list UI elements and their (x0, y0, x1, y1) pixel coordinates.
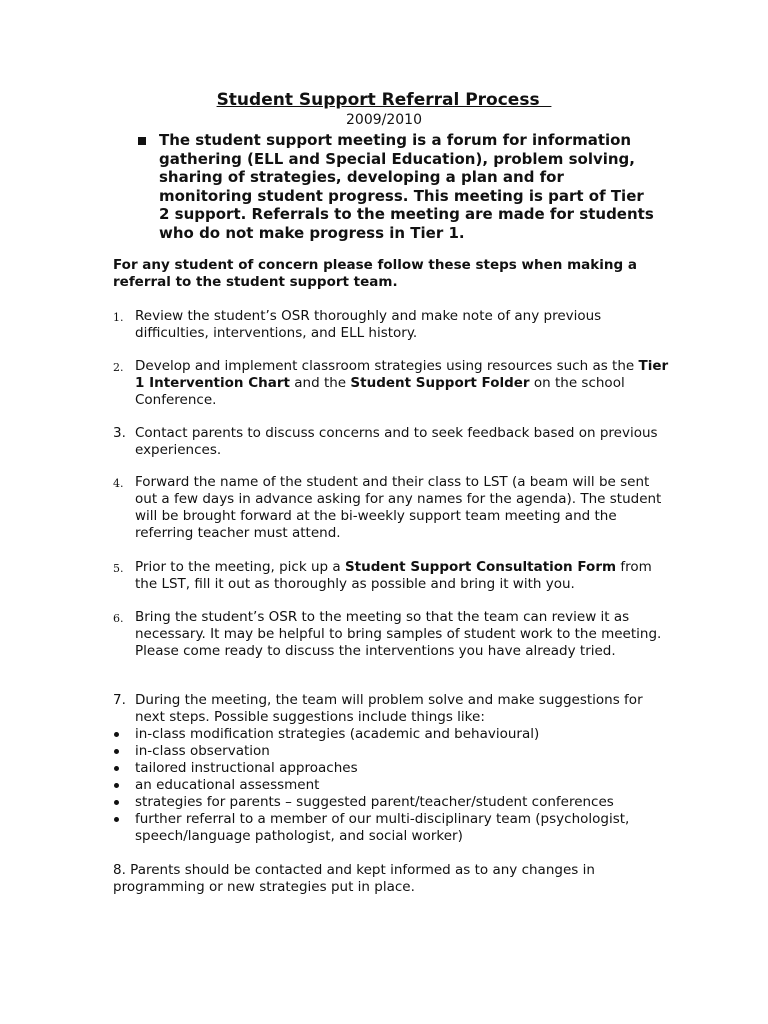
student-support-folder-ref: Student Support Folder (350, 375, 530, 391)
step-text-part: and the (289, 375, 351, 391)
suggestion-text: in-class observation (135, 743, 270, 759)
suggestion-text: further referral to a member of our multi-disciplinary team (psychologist, speech/language pathologist, and social worker) (135, 811, 630, 844)
bullet-dot-icon (114, 783, 119, 788)
tier-1-intervention-chart-ref: Tier 1 Intervention Chart (135, 358, 669, 391)
step-7 (113, 692, 673, 726)
step-text: Forward the name of the student and their class to LST (a beam will be sent out a few days in advance asking for any names for the agenda). The student will be brought forward at the bi-weekly support team meeting and the referring teacher must attend. (135, 474, 662, 541)
step-number: 7. (113, 692, 126, 708)
step-text-part: Develop and implement classroom strategies using resources such as the (135, 358, 639, 374)
title-text: Student Support Referral Process (216, 90, 552, 110)
school-year: 2009/2010 (346, 112, 422, 128)
step-text-part: Prior to the meeting, pick up a (135, 559, 345, 575)
suggestion-text: an educational assessment (135, 777, 320, 793)
step-number: 4. (113, 477, 124, 490)
step-number: 1. (113, 311, 124, 324)
suggestion-text: tailored instructional approaches (135, 760, 358, 776)
step-text: During the meeting, the team will problem solve and make suggestions for next steps. Possible suggestions include things like: (135, 692, 643, 725)
step-5 (113, 559, 673, 593)
suggestion-text: in-class modification strategies (academic and behavioural) (135, 726, 540, 742)
bullet-dot-icon (114, 800, 119, 805)
intro-paragraph (138, 131, 658, 242)
bullet-dot-icon (114, 732, 119, 737)
suggestion-list (113, 726, 673, 845)
step-6 (113, 609, 673, 660)
suggestion-text: strategies for parents – suggested parent/teacher/student conferences (135, 794, 614, 810)
closing-paragraph: 8. Parents should be contacted and kept informed as to any changes in programming or new strategies put in place. (113, 862, 595, 895)
list-item (113, 811, 673, 845)
list-item (113, 777, 673, 794)
list-item (113, 794, 673, 811)
step-text-part: on the school Conference. (135, 375, 625, 408)
square-bullet-icon (138, 137, 146, 145)
step-text: Contact parents to discuss concerns and to seek feedback based on previous experiences. (135, 425, 658, 458)
bullet-dot-icon (114, 749, 119, 754)
document-title (0, 90, 768, 110)
list-item (113, 743, 673, 760)
step-3 (113, 425, 673, 459)
step-number: 2. (113, 361, 124, 374)
step-text (135, 559, 673, 593)
step-text-part: from the LST, fill it out as thoroughly as possible and bring it with you. (135, 559, 652, 592)
intro-text: The student support meeting is a forum for information gathering (ELL and Special Education), problem solving, sharing of strategies, developing a plan and for monitoring student progress. This meeting is part of Tier 2 support. Referrals to the meeting are made for students who do not make progress in Tier 1. (159, 131, 654, 242)
lead-paragraph: For any student of concern please follow these steps when making a referral to the student support team. (113, 257, 637, 290)
bullet-dot-icon (114, 817, 119, 822)
bullet-dot-icon (114, 766, 119, 771)
step-text: Bring the student’s OSR to the meeting so that the team can review it as necessary. It may be helpful to bring samples of student work to the meeting. Please come ready to discuss the interventions you have already tried. (135, 609, 662, 659)
step-number: 6. (113, 612, 124, 625)
step-text (135, 358, 673, 409)
consultation-form-ref: Student Support Consultation Form (344, 559, 617, 575)
step-1 (113, 308, 673, 342)
step-2 (113, 358, 673, 409)
step-text: Review the student’s OSR thoroughly and make note of any previous difficulties, interventions, and ELL history. (135, 308, 602, 341)
step-number: 5. (113, 562, 124, 575)
step-4 (113, 474, 673, 542)
list-item (113, 760, 673, 777)
list-item (113, 726, 673, 743)
step-number: 3. (113, 425, 126, 441)
